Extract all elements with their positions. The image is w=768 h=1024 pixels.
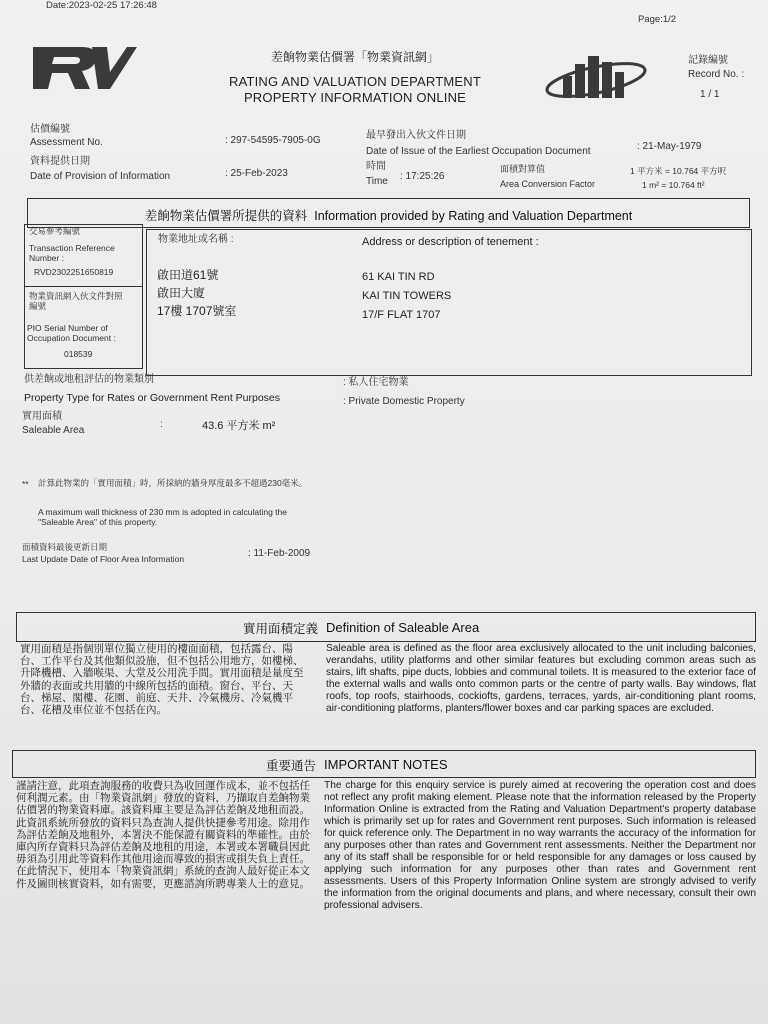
saleable-label-zh: 實用面積 [22,411,62,422]
definition-title-en: Definition of Saleable Area [326,620,480,635]
important-title-en: IMPORTANT NOTES [324,757,448,772]
header-zh-title: 差餉物業估價署「物業資訊網」 [270,50,439,64]
address-zh-line: 啟田道61號 [157,268,219,282]
address-label-zh: 物業地址或名稱 : [158,234,234,245]
important-text-en: The charge for this enquiry service is purely aimed at recovering the operation cost and does not reflect any profit making element. Please note that the information released by the Property Information Online is extracted from the Rating and Valuation Department's property database which is primarily set up for rates and Government rent purposes. Such information is released for quick reference only. The Department in no way warrants the accuracy of the information for any purposes other than rates and Government rent assessments. Neither the Department nor any of its staff shall be responsible for or held responsible for any damages or loss caused by applying such information for any purposes other than rates and Government rent assessments. Users of this Property Information Online system are strongly advised to verify the information from the original documents and plans, and where necessary, consult their own professional advisers. [324,780,756,911]
note-en: A maximum wall thickness of 230 mm is adopted in calculating the "Saleable Area" of this property. [38,507,287,527]
provision-label-zh: 資料提供日期 [30,156,90,167]
address-zh-line: 啟田大廈 [157,286,206,300]
time-value: : 17:25:26 [400,171,445,182]
address-zh-line: 17樓 1707號室 [157,304,237,318]
area-factor-value-2: 1 m² = 10.764 ft² [642,180,705,190]
area-factor-value-1: 1 平方米 = 10.764 平方呎 [630,166,727,176]
saleable-value: 43.6 平方米 m² [202,420,276,432]
saleable-label-en: Saleable Area [22,425,85,436]
last-update-label-zh: 面積資料最後更新日期 [22,542,108,552]
important-title-zh: 重要通告 [265,759,316,773]
address-zh [157,266,236,320]
definition-title-zh: 實用面積定義 [242,622,318,636]
time-label-zh: 時間 [366,161,386,172]
header-en-title-2: PROPERTY INFORMATION ONLINE [243,90,467,105]
page-number: Page:1/2 [638,14,677,25]
assessment-value: : 297-54595-7905-0G [225,135,321,146]
address-en-line: 61 KAI TIN RD [362,271,435,283]
print-datetime: Date:2023-02-25 17:26:48 [46,0,157,11]
department-building-logo [543,50,649,102]
definition-text-en: Saleable area is defined as the floor area exclusively allocated to the unit including balconies, verandahs, utility platforms and other similar features but excluding common areas such as stairs, lift shafts, pipe ducts, lobbies and communal toilets. It is measured to the exterior face of the external walls and walls onto common parts or the centre of party walls. Bay windows, flat roofs, top roofs, stairhoods, cockiofts, gardens, terraces, yards, air-conditioning plant rooms, air-conditioning platforms, planters/flower boxes and car parking spaces are excluded. [326,643,756,714]
address-en [362,268,451,325]
area-factor-label-zh: 面積對算值 [500,164,546,174]
occupation-label-zh: 最早發出入伙文件日期 [366,130,466,141]
last-update-value: : 11-Feb-2009 [248,548,311,559]
note-bullet: ** [22,479,29,489]
occupation-value: : 21-May-1979 [637,141,702,152]
pio-label-en: PIO Serial Number of Occupation Document : [27,323,116,343]
pio-value: 018539 [64,349,93,359]
address-en-line: 17/F FLAT 1707 [362,309,441,321]
assessment-label-en: Assessment No. [30,137,103,148]
occupation-label-en: Date of Issue of the Earliest Occupation Document [366,146,591,157]
pio-label-zh: 物業資訊網入伙文件對照編號 [29,291,123,311]
txn-label-en: Transaction Reference Number : [29,243,115,263]
info-banner-zh: 差餉物業估價署所提供的資料 [144,209,308,223]
note-zh: 計算此物業的「實用面積」時，所採納的牆身厚度最多不超過230毫米。 [38,478,308,488]
provision-value: : 25-Feb-2023 [225,168,288,179]
panel-divider [24,286,143,287]
address-en-line: KAI TIN TOWERS [362,290,452,302]
area-factor-label-en: Area Conversion Factor [500,179,596,189]
assessment-label-zh: 估價編號 [30,124,70,135]
header-en-title-1: RATING AND VALUATION DEPARTMENT [228,74,482,89]
saleable-colon: : [160,419,163,430]
txn-value: RVD230225165081​9 [34,267,114,277]
txn-label-zh: 交易參考編號 [29,226,81,236]
property-type-label-zh: 供差餉或地租評估的物業類別 [24,374,154,385]
time-label-en: Time [366,176,388,187]
definition-text-zh: 實用面積是指個別單位獨立使用的樓面面積，包括露台、陽台、工作平台及其他類似設施，但不包括公用地方，如樓梯、升降機槽、入牆喉渠、大堂及公用洗手間。實用面積是量度至外牆的表面或共用牆的中線所包括的面積。窗台、平台、天台、梯屋、閣樓、花園、前庭、天井、冷氣機房、冷氣機平台、花槽及車位並不包括在內。 [20,643,304,717]
address-label-en: Address or description of tenement : [362,236,539,248]
info-banner-en: Information provided by Rating and Valuation Department [314,209,633,223]
info-banner-text [28,206,749,224]
important-text-zh: 謹請注意，此項查詢服務的收費只為收回運作成本，並不包括任何利潤元素。由「物業資訊網」發放的資料，乃擷取自差餉物業估價署的物業資料庫。該資料庫主要是為評估差餉及地租而設。此資訊系統所發放的資料只為查詢人提供快捷參考用途。除用作為評估差餉及地租外，本署決不能保證有關資料的準確性。由於庫內所存資料只為評估差餉及地租的用途，本署或本署職員因此毋須為引用此等資料作其他用途而導致的損害或損失負上責任。在此情況下，使用本「物業資訊網」系統的查詢人最好從正本文件及圖則核實資料，如有需要，更應諮詢所聘專業人士的意見。 [16,780,310,890]
provision-label-en: Date of Provision of Information [30,171,171,182]
record-label-zh: 記錄編號 [688,55,728,66]
record-label-en: Record No. : [688,69,745,80]
record-value: 1 / 1 [700,89,720,100]
property-type-value-zh: : 私人住宅物業 [343,377,409,388]
last-update-label-en: Last Update Date of Floor Area Information [22,554,185,564]
property-type-label-en: Property Type for Rates or Government Rent Purposes [24,392,281,404]
rv-logo [30,44,138,92]
property-type-value-en: : Private Domestic Property [343,396,465,407]
